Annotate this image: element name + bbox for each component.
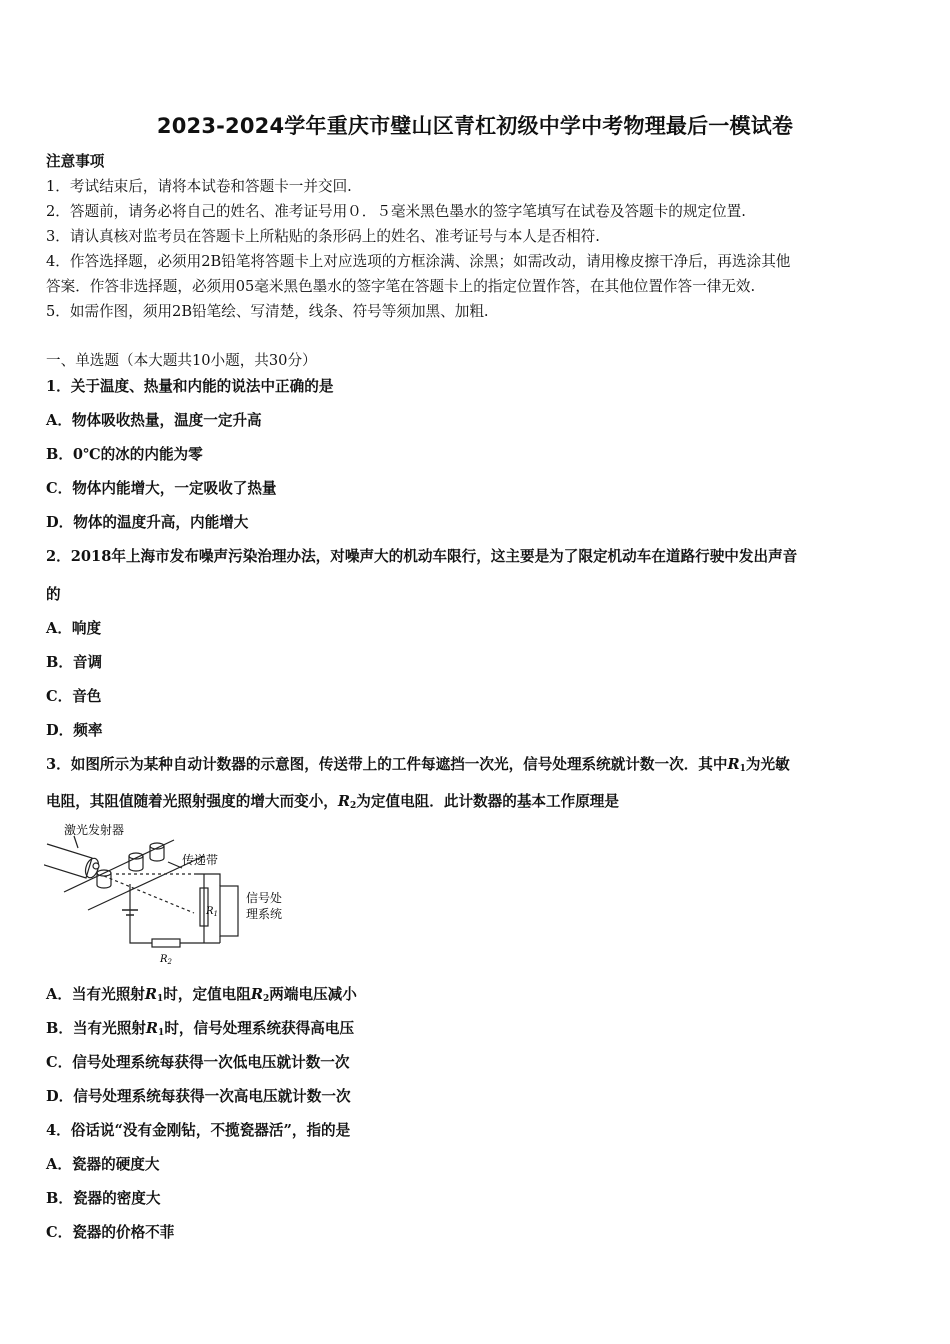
r2-symbol: R (337, 793, 351, 810)
notice-item: 2．答题前，请务必将自己的姓名、准考证号用０．５毫米黑色墨水的签字笔填写在试卷及答题卡的规定位置. (46, 203, 746, 220)
q3-text: 3．如图所示为某种自动计数器的示意图，传送带上的工件每遮挡一次光，信号处理系统就计数一次．其中 (46, 756, 728, 773)
r1-symbol: R (727, 756, 740, 773)
q2-option-c: C．音色 (46, 688, 102, 705)
question-3-stem (46, 755, 790, 779)
r1-label-sub: 1 (213, 910, 218, 918)
signal-processor-box (220, 886, 238, 936)
q3-option-c: C．信号处理系统每获得一次低电压就计数一次 (46, 1054, 350, 1071)
q3-text: 为光敏 (745, 756, 790, 773)
question-1-stem: 1．关于温度、热量和内能的说法中正确的是 (46, 378, 334, 395)
q2-option-d: D．频率 (46, 722, 103, 739)
question-2-stem-cont: 的 (46, 586, 61, 603)
q3-text: 时，定值电阻 (163, 986, 251, 1003)
notice-item: 答案．作答非选择题，必须用05毫米黑色墨水的签字笔在答题卡上的指定位置作答，在其他位置作答一律无效. (46, 278, 756, 295)
notice-item: 1．考试结束后，请将本试卷和答题卡一并交回. (46, 178, 352, 195)
conveyor-belt (64, 840, 204, 910)
notice-heading: 注意事项 (46, 153, 105, 170)
section-heading: 一、单选题（本大题共10小题，共30分） (46, 352, 317, 369)
q3-text: B．当有光照射 (46, 1020, 146, 1037)
notice-item: 3．请认真核对监考员在答题卡上所粘贴的条形码上的姓名、准考证号与本人是否相符. (46, 228, 600, 245)
q3-option-b (46, 1019, 354, 1043)
q4-option-b: B．瓷器的密度大 (46, 1190, 161, 1207)
q3-text: A．当有光照射 (46, 986, 145, 1003)
svg-text:R1 (205, 906, 218, 918)
notice-item: 5．如需作图，须用2B铅笔绘、写清楚，线条、符号等须加黑、加粗. (46, 303, 489, 320)
q4-option-c: C．瓷器的价格不菲 (46, 1224, 175, 1241)
r1-subscript: 1 (157, 994, 164, 1004)
r2-subscript: 2 (263, 994, 270, 1004)
question-3-stem-cont (46, 792, 619, 816)
q1-option-b: B．0℃的冰的内能为零 (46, 446, 203, 463)
q3-text: 电阻，其阻值随着光照射强度的增大而变小， (46, 793, 338, 810)
q2-option-a: A．响度 (46, 620, 102, 637)
laser-label: 激光发射器 (64, 823, 125, 837)
counter-diagram (44, 818, 304, 970)
q1-option-d: D．物体的温度升高，内能增大 (46, 514, 249, 531)
q2-option-b: B．音调 (46, 654, 103, 671)
belt-label: 传递带 (182, 853, 219, 867)
r1-symbol: R (144, 986, 158, 1003)
q3-option-a (46, 985, 357, 1009)
q3-text: 时，信号处理系统获得高电压 (164, 1020, 355, 1037)
q4-option-a: A．瓷器的硬度大 (46, 1156, 160, 1173)
r1-symbol: R (145, 1020, 159, 1037)
r2-subscript: 2 (350, 801, 357, 811)
q3-option-d: D．信号处理系统每获得一次高电压就计数一次 (46, 1088, 351, 1105)
notice-item: 4．作答选择题，必须用2B铅笔将答题卡上对应选项的方框涂满、涂黑；如需改动，请用橡皮擦干净后，再选涂其他 (46, 253, 791, 270)
q1-option-c: C．物体内能增大，一定吸收了热量 (46, 480, 277, 497)
page-title: 2023-2024学年重庆市璧山区青杠初级中学中考物理最后一模试卷 (156, 114, 794, 138)
r2-label-sub: 2 (167, 958, 172, 966)
r2-label: R (160, 954, 168, 965)
r1-subscript: 1 (739, 764, 746, 774)
q3-text: 为定值电阻．此计数器的基本工作原理是 (356, 793, 619, 810)
signal-label: 信号处 (246, 891, 283, 905)
question-4-stem: 4．俗话说“没有金刚钻，不揽瓷器活”，指的是 (46, 1122, 351, 1139)
laser-emitter (44, 844, 92, 878)
r1-subscript: 1 (158, 1028, 165, 1038)
q1-option-a: A．物体吸收热量，温度一定升高 (46, 412, 262, 429)
svg-text:R2 (159, 954, 173, 966)
question-2-stem: 2．2018年上海市发布噪声污染治理办法，对噪声大的机动车限行，这主要是为了限定机动车在道路行驶中发出声音 (46, 548, 798, 565)
r1-label: R (206, 906, 214, 917)
signal-label: 理系统 (246, 907, 283, 921)
resistor-r2 (152, 939, 180, 947)
r2-symbol: R (250, 986, 264, 1003)
q3-text: 两端电压减小 (269, 986, 357, 1003)
